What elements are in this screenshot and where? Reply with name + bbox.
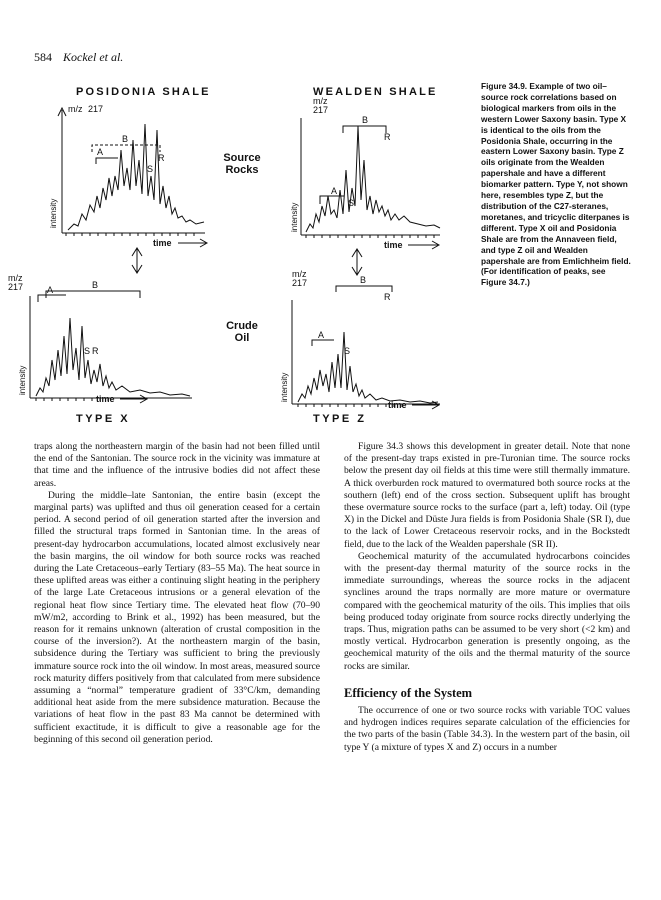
correlation-arrow-left bbox=[132, 248, 142, 273]
peak-r-bl: R bbox=[92, 346, 99, 356]
intensity-label-bl: intensity bbox=[18, 365, 27, 395]
label-crude-oil: Crude Oil bbox=[226, 320, 258, 344]
intensity-label-br: intensity bbox=[280, 372, 289, 402]
peak-r-tr: R bbox=[384, 132, 391, 142]
peak-a-bl: A bbox=[47, 285, 54, 295]
time-label-bl: time bbox=[96, 394, 115, 404]
peak-a-tl: A bbox=[97, 147, 104, 157]
right-paragraph-1: Figure 34.3 shows this development in greater detail. Note that none of the present-day traps existed in pre-Turonian time. The source rocks below the present day oil fields at this time were still thermally immature. A thick overburden rock matured to overmatured both source rocks at the southern (left) end of the cross section. Subsequent uplift has brought these overmature source rocks to the surface (part a, left) today. Oil (type X) in the Dickel and Düste Jura fields is from Posidonia Shale (SR I), due to the lack of Lower Cretaceous reservoir rocks, and in the Bockstedt field, due to the lack of the Wealden papershale (SR II). bbox=[344, 441, 630, 550]
time-arrow-top-left bbox=[178, 239, 207, 247]
mz-label-tr: m/z bbox=[313, 96, 328, 106]
trace-posidonia bbox=[68, 124, 204, 230]
peak-s-tr: S bbox=[348, 198, 355, 208]
figure-caption: Figure 34.9. Example of two oil–source rock correlations based on biological markers from oils in the western Lower Saxony basin. Type X is identical to the oils from the Posidonia Shale, occurring in the eastern Lower Saxony basin. Type Z oils originate from the Wealden papershale and have a different biomarker pattern. Type Y, not shown here, resembles type Z, but the distribution of the C27-steranes, moretanes, and tricyclic diterpanes is different. Type X oil and Posidonia Shale are from the Annaveen field, and type Z oil and Wealden papershale are from Emlichheim field. (For identification of peaks, see Figure 34.7.) bbox=[481, 81, 631, 288]
peak-b-tr: B bbox=[362, 115, 369, 125]
type-x-label: TYPE X bbox=[76, 413, 131, 425]
peak-b-br: B bbox=[360, 275, 367, 285]
time-label-tl: time bbox=[153, 238, 172, 248]
peak-r-tl: R bbox=[158, 153, 165, 163]
peak-b-bl: B bbox=[92, 280, 99, 290]
right-paragraph-3: The occurrence of one or two source rocks with variable TOC values and hydrogen indices requires separate calculation of the efficiencies for the two parts of the basin (Table 34.3). In the western part of the basin, oil type Y (a mixture of types X and Z) occurs in a number bbox=[344, 705, 630, 753]
mz-value-br: 217 bbox=[292, 278, 308, 288]
right-paragraph-2: Geochemical maturity of the accumulated hydrocarbons coincides with the present-day thermal maturity of the source rocks in the immediate surroundings, whereas the source rocks in the adjacent synclines around the traps normally are more mature or overmature compared with the geochemical maturity of the oils. This implies that oils being produced today originate from source rocks directly underlying the traps. Thus, migration paths can be assumed to be very short (<2 km) and mostly vertical. Hydrocarbon generation is presently ongoing, as the geochemical maturity of the oils and the thermal maturity of the source rocks are similar. bbox=[344, 550, 630, 672]
peak-s-br: S bbox=[344, 346, 351, 356]
chromatogram-posidonia-shale bbox=[58, 108, 205, 233]
peak-a-br: A bbox=[318, 330, 325, 340]
trace-wealden bbox=[306, 126, 440, 232]
left-paragraph-1: traps along the northeastern margin of the basin had not been filled until the end of the Santonian. The source rock in the vicinity was immature at that time and the influence of the intrusive bodies did not affect these areas. bbox=[34, 441, 320, 489]
mz-label-bl: m/z bbox=[8, 273, 23, 283]
right-column bbox=[344, 441, 630, 754]
intensity-label-tl: intensity bbox=[49, 198, 58, 228]
mz-label-br: m/z bbox=[292, 269, 307, 279]
running-title: Kockel et al. bbox=[63, 50, 124, 64]
correlation-arrow-right bbox=[352, 249, 362, 275]
panel-title-posidonia: POSIDONIA SHALE bbox=[76, 86, 211, 98]
peak-b-tl: B bbox=[122, 134, 129, 144]
trace-type-x bbox=[36, 318, 190, 396]
mz-value-tl: 217 bbox=[88, 104, 104, 114]
time-arrow-top-right bbox=[408, 241, 439, 249]
time-label-br: time bbox=[388, 400, 407, 410]
time-arrow-bottom-left bbox=[120, 395, 147, 403]
type-z-label: TYPE Z bbox=[313, 413, 367, 425]
peak-s-bl: S bbox=[84, 346, 91, 356]
section-heading-efficiency: Efficiency of the System bbox=[344, 685, 473, 700]
chromatogram-type-x-oil bbox=[30, 291, 192, 398]
left-paragraph-2: During the middle–late Santonian, the entire basin (except the marginal parts) was uplifted and thus oil generation ceased for a certain period. A second period of oil generation started after the inversion and filled the structural traps formed in Santonian time. In the areas of present-day hydrocarbon accumulations, located almost exclusively near the basin margins, the oil window for both source rocks was reached during the Late Cretaceous–early Tertiary (83–55 Ma). The heat source in these uplifted areas was either a continuing slight heating in the periphery of the large Late Cretaceous intrusions or a general elevation of the regional heat flow since Tertiary time. The elevated heat flow (70–90 mW/m2, according to Brink et al., 1992) has been measured, but the reason for it remains unknown (alteration of crustal composition in the course of the inversion?). At the northeastern margin of the basin, subsidence during the Tertiary was sufficient to bring the previously immature source rock into the oil window. In most areas, measured source rock maturity differs positively from that calculated from mere subsidence assuming a “normal” temperature gradient of 33°C/km, demanding additional heat aside from the mere subsidence maturation. Because the variations of heat flow in the past 83 Ma cannot be determined with sufficient exactitude, it is difficult to give a reasonable age for the beginning of this second oil generation period. bbox=[34, 489, 320, 745]
chromatogram-type-z-oil bbox=[292, 286, 440, 404]
peak-s-tl: S bbox=[147, 164, 154, 174]
time-label-tr: time bbox=[384, 240, 403, 250]
label-source-rocks: Source Rocks bbox=[223, 152, 261, 176]
intensity-label-tr: intensity bbox=[290, 202, 299, 232]
page-number: 584 bbox=[34, 50, 52, 64]
panel-title-wealden: WEALDEN SHALE bbox=[313, 86, 438, 98]
peak-r-br: R bbox=[384, 292, 391, 302]
chromatogram-wealden-shale bbox=[301, 118, 440, 235]
peak-a-tr: A bbox=[331, 186, 338, 196]
mz-label-tl: m/z bbox=[68, 104, 83, 114]
mz-value-bl: 217 bbox=[8, 282, 24, 292]
mz-value-tr: 217 bbox=[313, 105, 329, 115]
trace-type-z bbox=[298, 332, 438, 403]
left-column bbox=[34, 441, 320, 746]
